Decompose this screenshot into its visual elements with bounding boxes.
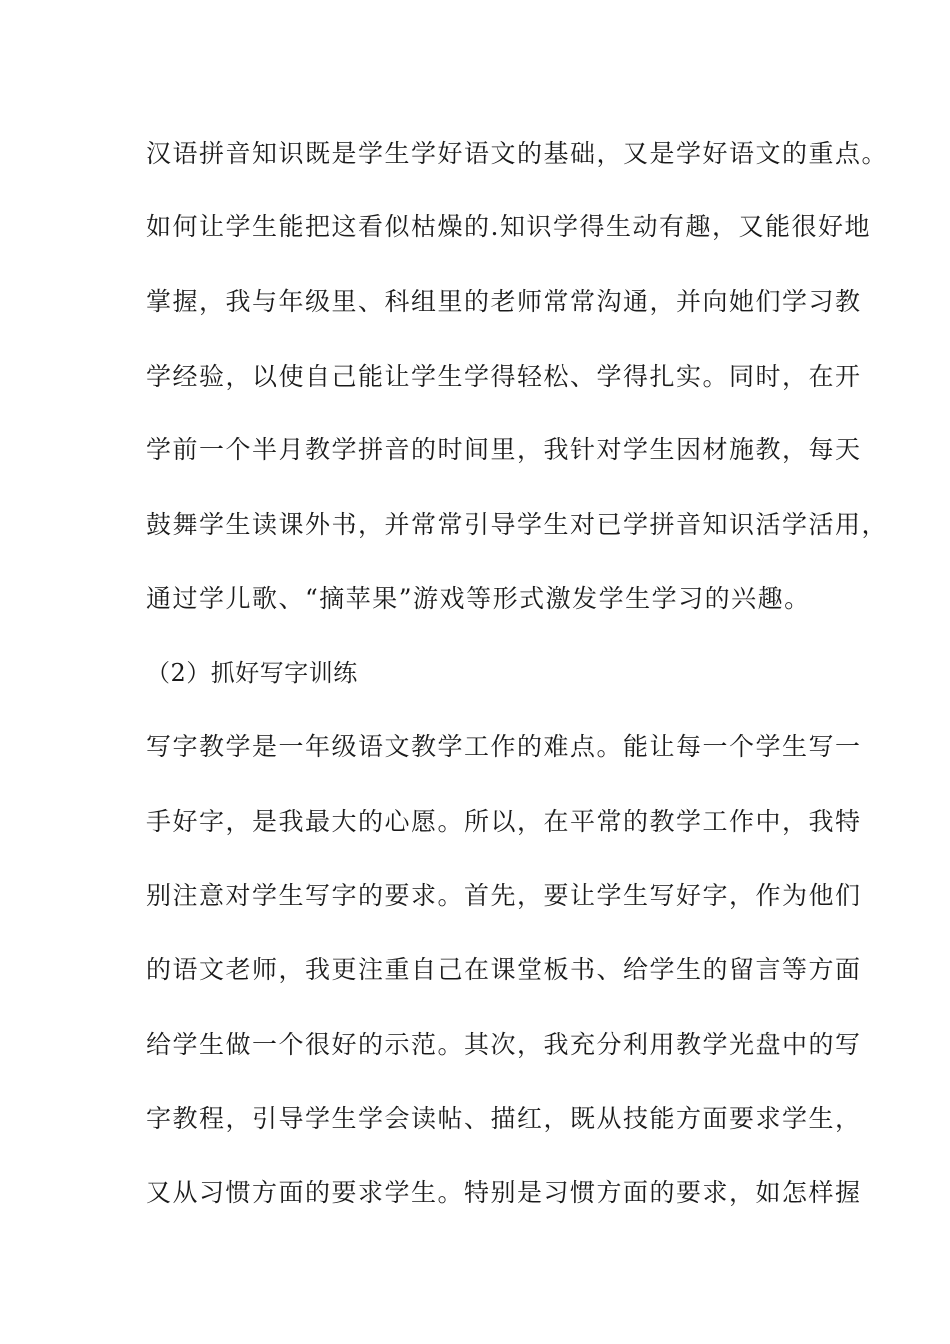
section-heading: （2）抓好写字训练 [146, 659, 358, 687]
text-line: 学经验，以使自己能让学生学得轻松、学得扎实。同时，在开 [146, 362, 862, 391]
text-line: 给学生做一个很好的示范。其次，我充分利用教学光盘中的写 [146, 1030, 862, 1059]
text-line: 汉语拼音知识既是学生学好语文的基础，又是学好语文的重点。 [146, 139, 889, 168]
text-line: 如何让学生能把这看似枯燥的.知识学得生动有趣，又能很好地 [146, 212, 871, 241]
text-line: 字教程，引导学生学会读帖、描红，既从技能方面要求学生， [146, 1104, 862, 1133]
text-line: 写字教学是一年级语文教学工作的难点。能让每一个学生写一 [146, 732, 862, 761]
text-line: 手好字，是我最大的心愿。所以，在平常的教学工作中，我特 [146, 807, 862, 836]
text-line: 的语文老师，我更注重自己在课堂板书、给学生的留言等方面 [146, 955, 862, 984]
text-line: 通过学儿歌、“摘苹果”游戏等形式激发学生学习的兴趣。 [146, 584, 811, 613]
text-line: 鼓舞学生读课外书，并常常引导学生对已学拼音知识活学活用， [146, 510, 889, 539]
text-line: 掌握，我与年级里、科组里的老师常常沟通，并向她们学习教 [146, 287, 862, 316]
text-line: 别注意对学生写字的要求。首先，要让学生写好字，作为他们 [146, 881, 862, 910]
text-line: 学前一个半月教学拼音的时间里，我针对学生因材施教，每天 [146, 435, 862, 464]
text-line: 又从习惯方面的要求学生。特别是习惯方面的要求，如怎样握 [146, 1178, 862, 1207]
